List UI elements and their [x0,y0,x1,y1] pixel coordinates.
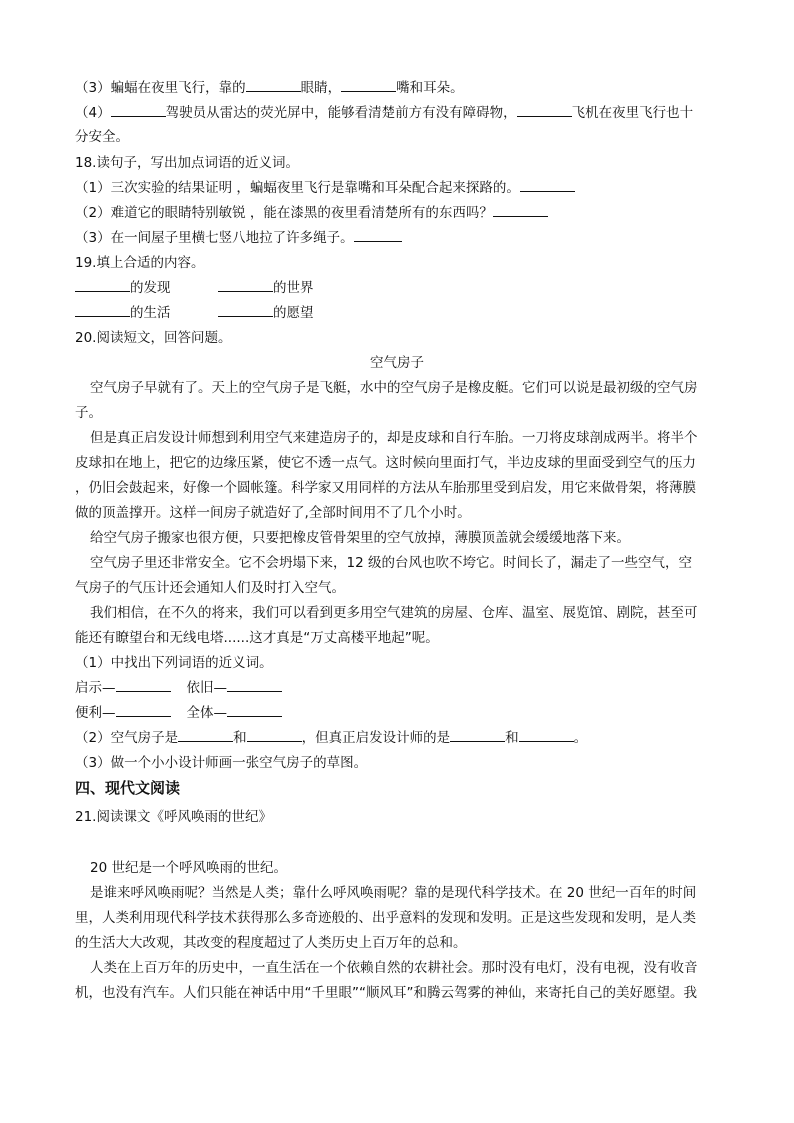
synonym-row-1 [75,677,712,699]
answer-blank[interactable] [341,77,396,92]
passage-line: 气房子的气压计还会通知人们及时打入空气。 [75,580,345,596]
section-heading: 四、现代文阅读 [75,779,181,797]
text: 的生活 [130,305,171,321]
passage-line: 皮球扣在地上，把它的边缘压紧，使它不透一点气。这时候向里面打气，半边皮球的里面受到空气的压力 [75,455,696,471]
answer-blank[interactable] [517,102,572,117]
reading-line: 人类在上百万年的历史中，一直生活在一个依赖自然的农耕社会。那时没有电灯，没有电视，没有收音 [90,960,698,976]
question-18-3 [75,227,712,249]
text: 。 [573,730,588,746]
question-19-title: 19.填上合适的内容。 [75,255,205,271]
passage-line: 给空气房子搬家也很方便，只要把橡皮管骨架里的空气放掉，薄膜顶盖就会缓缓地落下来。 [90,530,630,546]
answer-blank[interactable] [218,277,273,292]
sub-question-2 [75,727,712,749]
question-20-title: 20.阅读短文，回答问题。 [75,330,232,346]
answer-blank[interactable] [116,702,171,717]
reading-line: 里，人类利用现代科学技术获得那么多奇迹般的、出乎意料的发现和发明。正是这些发现和发明，是人类 [75,910,696,926]
text: （2）难道它的眼睛特别敏锐 ，能在漆黑的夜里看清楚所有的东西吗？ [75,205,493,221]
passage-line: 我们相信，在不久的将来，我们可以看到更多用空气建筑的房屋、仓库、温室、展览馆、剧院，甚至可 [90,605,698,621]
text: 和 [233,730,247,746]
text: 依旧— [186,680,227,696]
answer-blank[interactable] [247,727,302,742]
answer-blank[interactable] [520,177,575,192]
question-18-1 [75,177,712,199]
passage-line: 空气房子里还非常安全。它不会坍塌下来，12 级的台风也吹不垮它。时间长了，漏走了一些空气，空 [90,555,692,571]
text: （2）空气房子是 [75,730,179,746]
sub-question-3: （3）做一个小小设计师画一张空气房子的草图。 [75,755,368,771]
passage-line: 做的顶盖撑开。这样一间房子就造好了,全部时间用不了几个小时。 [75,505,471,521]
question-17-3 [75,77,712,99]
answer-blank[interactable] [75,277,130,292]
text: 启示— [75,680,116,696]
reading-line: 机，也没有汽车。人们只能在神话中用“千里眼”“顺风耳”和腾云驾雾的神仙，来寄托自己的美好愿望。我 [75,985,697,1001]
question-19-row1 [75,277,712,299]
reading-line: 20 世纪是一个呼风唤雨的世纪。 [90,860,287,876]
answer-blank[interactable] [218,302,273,317]
answer-blank[interactable] [227,702,282,717]
text-line: 分安全。 [75,129,129,145]
text: （3）在一间屋子里横七竖八地拉了许多绳子。 [75,230,354,246]
passage-line: 但是真正启发设计师想到利用空气来建造房子的，却是皮球和自行车胎。一刀将皮球剖成两半。将半个 [90,430,698,446]
text: 的发现 [130,280,171,296]
question-18-title: 18.读句子，写出加点词语的近义词。 [75,155,299,171]
answer-blank[interactable] [227,677,282,692]
text: （4） [75,105,111,121]
passage-line: 能还有瞭望台和无线电塔......这才真是“万丈高楼平地起”呢。 [75,630,439,646]
text: ，但真正启发设计师的是 [301,730,451,746]
text: 的愿望 [273,305,314,321]
answer-blank[interactable] [246,77,301,92]
text: 眼睛， [300,80,342,96]
answer-blank[interactable] [75,302,130,317]
passage-line: ，仍旧会鼓起来，好像一个圆帐篷。科学家又用同样的方法从车胎那里受到启发，用它来做骨架，将薄膜 [75,480,696,496]
answer-blank[interactable] [354,227,402,242]
question-17-4 [75,102,712,124]
passage-line: 空气房子早就有了。天上的空气房子是飞艇，水中的空气房子是橡皮艇。它们可以说是最初级的空气房 [90,380,698,396]
text: 驾驶员从雷达的荧光屏中，能够看清楚前方有没有障碍物， [165,105,517,121]
answer-blank[interactable] [519,727,574,742]
question-21-title: 21.阅读课文《呼风唤雨的世纪》 [75,809,272,825]
text: 的世界 [273,280,314,296]
question-19-row2 [75,302,712,324]
text: 全体— [186,705,227,721]
answer-blank[interactable] [493,202,548,217]
text: （1）三次实验的结果证明 ，蝙蝠夜里飞行是靠嘴和耳朵配合起来探路的。 [75,180,520,196]
question-18-2 [75,202,712,224]
answer-blank[interactable] [116,677,171,692]
answer-blank[interactable] [178,727,233,742]
text: 便利— [75,705,116,721]
text: 嘴和耳朵。 [396,80,464,96]
answer-blank[interactable] [450,727,505,742]
answer-blank[interactable] [111,102,166,117]
text: （3）蝙蝠在夜里飞行，靠的 [75,80,246,96]
passage-line: 子。 [75,405,102,421]
reading-line: 是谁来呼风唤雨呢？当然是人类；靠什么呼风唤雨呢？靠的是现代科学技术。在 20 世纪一百年的时间 [90,885,697,901]
reading-line: 的生活大大改观，其改变的程度超过了人类历史上百万年的总和。 [75,935,467,951]
text: 飞机在夜里飞行也十 [571,105,694,121]
text: 和 [505,730,519,746]
sub-question-1: （1）中找出下列词语的近义词。 [75,655,273,671]
synonym-row-2 [75,702,712,724]
passage-title: 空气房子 [370,355,424,371]
